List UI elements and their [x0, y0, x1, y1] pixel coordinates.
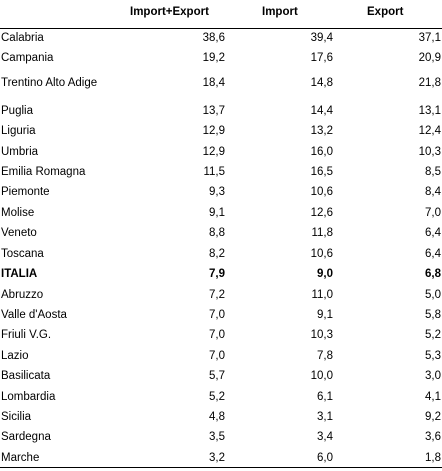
- import-cell: 13,2: [310, 125, 333, 137]
- export-cell: 8,4: [425, 186, 441, 198]
- region-cell: Campania: [1, 52, 54, 64]
- region-cell: Sicilia: [1, 411, 32, 423]
- import-cell: 3,1: [317, 411, 333, 423]
- import-export-cell: 5,2: [209, 391, 225, 403]
- table-row: [0, 305, 442, 325]
- region-cell: Trentino Alto Adige: [1, 77, 98, 89]
- table-row: [0, 387, 442, 407]
- import-cell: 12,6: [310, 207, 333, 219]
- region-cell: Puglia: [1, 105, 33, 117]
- table-row: [0, 285, 442, 305]
- export-cell: 6,4: [425, 248, 441, 260]
- import-cell: 10,3: [310, 329, 333, 341]
- header-import-export: Import+Export: [130, 6, 209, 18]
- export-cell: 3,0: [425, 370, 441, 382]
- header-export: Export: [367, 6, 404, 18]
- import-cell: 9,0: [317, 268, 333, 280]
- region-cell: Toscana: [1, 248, 44, 260]
- import-export-cell: 38,6: [202, 32, 225, 44]
- header-import: Import: [262, 6, 298, 18]
- import-cell: 3,4: [317, 431, 333, 443]
- export-cell: 3,6: [425, 431, 441, 443]
- region-cell: Liguria: [1, 125, 36, 137]
- table-row: [0, 325, 442, 345]
- table-row: [0, 48, 442, 68]
- table-row: [0, 427, 442, 447]
- table-row: [0, 203, 442, 223]
- import-export-cell: 7,0: [209, 350, 225, 362]
- import-export-cell: 8,2: [209, 248, 225, 260]
- import-cell: 10,6: [310, 186, 333, 198]
- import-export-cell: 13,7: [202, 105, 225, 117]
- region-cell: Sardegna: [1, 431, 51, 443]
- import-export-cell: 3,2: [209, 452, 225, 464]
- import-cell: 16,5: [310, 166, 333, 178]
- table-row: [0, 223, 442, 243]
- import-cell: 17,6: [310, 52, 333, 64]
- import-cell: 16,0: [310, 146, 333, 158]
- import-export-cell: 7,9: [209, 268, 225, 280]
- export-cell: 7,0: [425, 207, 441, 219]
- export-cell: 1,8: [425, 452, 441, 464]
- import-export-cell: 18,4: [202, 77, 225, 89]
- table-row: [0, 182, 442, 202]
- table-row: [0, 366, 442, 386]
- import-cell: 14,8: [310, 77, 333, 89]
- export-cell: 4,1: [425, 391, 441, 403]
- table-row: [0, 346, 442, 366]
- export-cell: 10,3: [418, 146, 441, 158]
- region-cell: Veneto: [1, 227, 37, 239]
- region-cell: Lombardia: [1, 391, 56, 403]
- export-cell: 5,8: [425, 309, 441, 321]
- table-row: [0, 101, 442, 121]
- import-export-cell: 5,7: [209, 370, 225, 382]
- region-cell: Emilia Romagna: [1, 166, 86, 178]
- import-export-cell: 7,0: [209, 329, 225, 341]
- export-cell: 6,4: [425, 227, 441, 239]
- import-cell: 6,1: [317, 391, 333, 403]
- import-cell: 10,0: [310, 370, 333, 382]
- table-row: [0, 407, 442, 427]
- import-cell: 14,4: [310, 105, 333, 117]
- export-cell: 9,2: [425, 411, 441, 423]
- export-cell: 8,5: [425, 166, 441, 178]
- table-row: [0, 162, 442, 182]
- region-cell: Molise: [1, 207, 35, 219]
- export-cell: 37,1: [418, 32, 441, 44]
- export-cell: 21,8: [418, 77, 441, 89]
- import-cell: 11,0: [311, 289, 333, 301]
- table-row: [0, 121, 442, 141]
- region-cell: Valle d'Aosta: [1, 309, 67, 321]
- import-export-cell: 11,5: [203, 166, 225, 178]
- import-export-cell: 9,1: [209, 207, 225, 219]
- import-export-cell: 7,0: [209, 309, 225, 321]
- export-cell: 5,2: [425, 329, 441, 341]
- import-cell: 11,8: [311, 227, 333, 239]
- table-row: [0, 264, 442, 284]
- region-cell: Piemonte: [1, 186, 50, 198]
- table-row: [0, 73, 442, 93]
- region-cell: ITALIA: [1, 268, 38, 280]
- table-row: [0, 142, 442, 162]
- import-export-cell: 12,9: [202, 146, 225, 158]
- export-cell: 5,3: [425, 350, 441, 362]
- import-cell: 39,4: [310, 32, 333, 44]
- export-cell: 6,8: [425, 268, 441, 280]
- import-export-cell: 12,9: [202, 125, 225, 137]
- import-export-cell: 4,8: [209, 411, 225, 423]
- export-cell: 20,9: [418, 52, 441, 64]
- region-cell: Calabria: [1, 32, 44, 44]
- export-cell: 13,1: [418, 105, 441, 117]
- region-cell: Lazio: [1, 350, 29, 362]
- export-cell: 12,4: [418, 125, 441, 137]
- import-export-cell: 3,5: [209, 431, 225, 443]
- bottom-rule: [0, 467, 442, 468]
- table-row: [0, 448, 442, 468]
- import-cell: 6,0: [317, 452, 333, 464]
- region-cell: Basilicata: [1, 370, 51, 382]
- import-export-cell: 19,2: [202, 52, 225, 64]
- table-row: [0, 244, 442, 264]
- import-cell: 7,8: [317, 350, 333, 362]
- import-export-cell: 9,3: [209, 186, 225, 198]
- region-cell: Abruzzo: [1, 289, 44, 301]
- table-header: [0, 0, 442, 29]
- region-cell: Umbria: [1, 146, 39, 158]
- import-cell: 9,1: [317, 309, 333, 321]
- region-cell: Marche: [1, 452, 40, 464]
- region-cell: Friuli V.G.: [1, 329, 52, 341]
- import-export-cell: 8,8: [209, 227, 225, 239]
- import-export-cell: 7,2: [209, 289, 225, 301]
- import-cell: 10,6: [310, 248, 333, 260]
- export-cell: 5,0: [425, 289, 441, 301]
- table-row: [0, 28, 442, 48]
